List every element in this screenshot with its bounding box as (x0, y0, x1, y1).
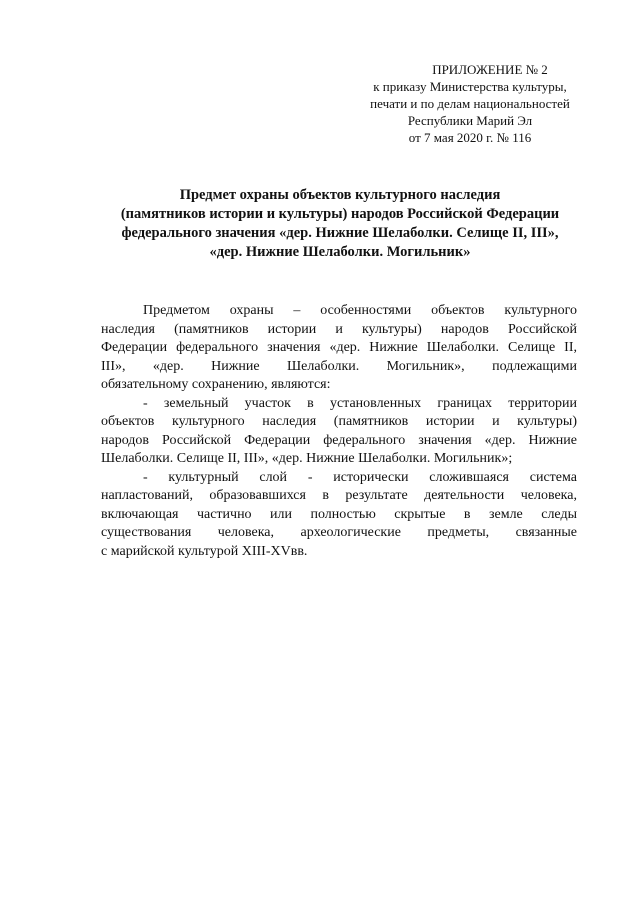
document-title (100, 186, 580, 262)
text-line: объектов культурного наследия (памятников истории и культуры) (101, 414, 577, 429)
text-line: с марийской культурой XIII-XVвв. (101, 543, 308, 559)
text-line: Федерации федерального значения «дер. Нижние Шелаболки. Селище II, (101, 340, 577, 355)
appendix-header (360, 61, 580, 146)
text-line: Шелаболки. Селище II, III», «дер. Нижние Шелаболки. Могильник»; (101, 451, 513, 466)
text-line: существования человека, археологические предметы, связанные (101, 525, 577, 540)
text-line: - культурный слой - исторически сложившаяся система (143, 469, 577, 485)
title-line: федерального значения «дер. Нижние Шелаболки. Селище II, III», (121, 225, 559, 241)
text-line: включающая частично или полностью скрытые в земле следы (101, 506, 577, 522)
appendix-number: ПРИЛОЖЕНИЕ № 2 (432, 62, 548, 77)
title-line: Предмет охраны объектов культурного наследия (179, 187, 501, 203)
text-line: - земельный участок в установленных границах территории (143, 395, 577, 411)
text-line: напластований, образовавшихся в результате деятельности человека, (101, 488, 577, 503)
text-line: обязательному сохранению, являются: (101, 377, 331, 392)
document-body (101, 302, 577, 561)
text-line: Предметом охраны – особенностями объектов культурного (143, 303, 577, 318)
title-line: (памятников истории и культуры) народов Российской Федерации (120, 206, 560, 222)
paragraph-cultural-layer (101, 469, 577, 562)
paragraph-land-plot (101, 395, 577, 469)
text-line: III», «дер. Нижние Шелаболки. Могильник», подлежащими (101, 358, 577, 374)
appendix-line: печати и по делам национальностей (370, 96, 570, 111)
paragraph-intro (101, 302, 577, 395)
text-line: народов Российской Федерации федерального значения «дер. Нижние (101, 432, 577, 448)
appendix-date: от 7 мая 2020 г. № 116 (408, 130, 532, 145)
title-line: «дер. Нижние Шелаболки. Могильник» (209, 244, 471, 260)
text-line: наследия (памятников истории и культуры) народов Российской (101, 321, 577, 337)
appendix-line: к приказу Министерства культуры, (373, 79, 567, 94)
appendix-line: Республики Марий Эл (407, 113, 533, 128)
